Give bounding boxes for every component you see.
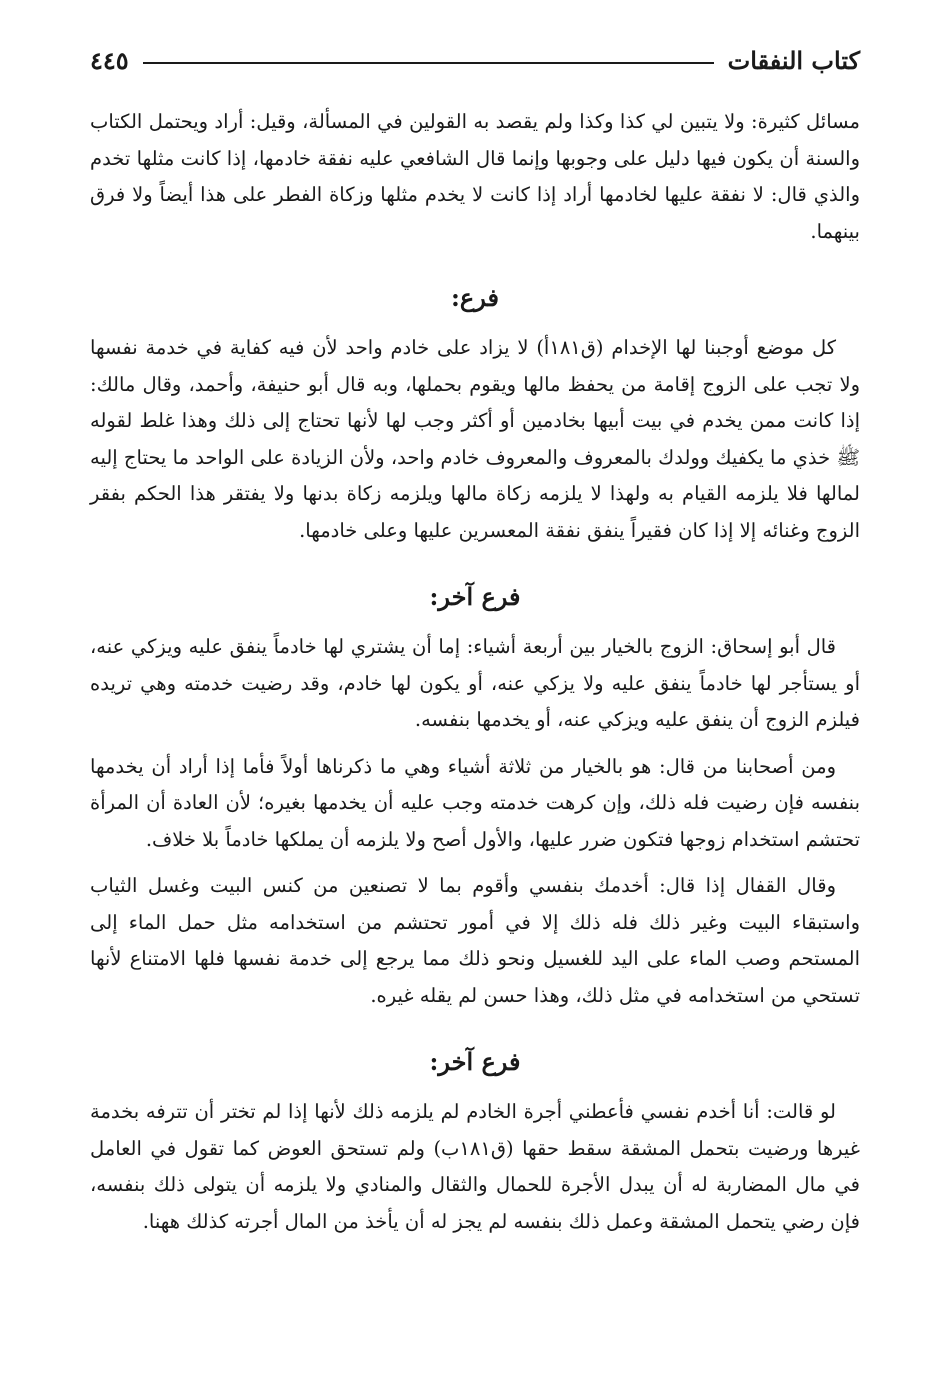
paragraph: ومن أصحابنا من قال: هو بالخيار من ثلاثة أشياء وهي ما ذكرناها أولاً فأما إذا أراد أن يخدمها بنفسه فإن رضيت فله ذلك، وإن كرهت خدمته وجب عليه أن يخدمها بغيره؛ لأن العادة أن المرأة تحتشم استخدام زوجها فتكون ضرر عليها، والأول أصح ولا يلزمه أن يملكها خادماً بلا خلاف. bbox=[90, 754, 860, 851]
section-heading: فرع آخر: bbox=[429, 582, 521, 611]
paragraph: كل موضع أوجبنا لها الإخدام (ق١٨١أ) لا يزاد على خادم واحد لأن فيه كفاية في خدمة نفسها ولا تجب على الزوج إقامة من يحفظ مالها ويقوم بحملها، وبه قال أبو حنيفة، وأحمد، وقال مالك: إذا كانت ممن يخدم في بيت أبيها بخادمين أو أكثر وجب لها لأنها تحتاج إلى ذلك وهذا غلط لقوله ﷺ خذي ما يكفيك وولدك بالمعروف والمعروف خادم واحد، ولأن الزيادة على الواحد ما يحتاج إليه لمالها فلا يلزمه القيام به ولهذا لا يلزمه زكاة مالها ويلزمه زكاة بدنها ولا يفتقر هذا الحكم بفقر الزوج وغنائه إلا إذا كان فقيراً ينفق نفقة المعسرين عليها وعلى خادمها. bbox=[90, 336, 860, 542]
page-number: ٤٤٥ bbox=[90, 45, 129, 75]
section-heading: فرع: bbox=[451, 283, 499, 312]
header-rule bbox=[143, 62, 714, 64]
page-header bbox=[90, 40, 860, 80]
paragraph: وقال القفال إذا قال: أخدمك بنفسي وأقوم بما لا تصنعين من كنس البيت وغسل الثياب واستبقاء البيت وغير ذلك فله ذلك إلا في أمور تحتشم من استخدامه مثل حمل الماء إلى المستحم وصب الماء على اليد للغسيل ونحو ذلك مما يرجع إلى خدمة نفسها فلها الامتناع لأنها تستحي من استخدامه في مثل ذلك، وهذا حسن لم يقله غيره. bbox=[90, 874, 860, 1007]
paragraph: قال أبو إسحاق: الزوج بالخيار بين أربعة أشياء: إما أن يشتري لها خادماً ينفق عليه ويزكي عنه، أو يستأجر لها خادماً ينفق عليه ولا يزكي عنه، أو يكون لها خادم، وقد رضيت خدمته وهي تريده فيلزم الزوج أن ينفق عليه ويزكي عنه، أو يخدمها بنفسه. bbox=[90, 635, 860, 731]
paragraph: لو قالت: أنا أخدم نفسي فأعطني أجرة الخادم لم يلزمه ذلك لأنها إذا لم تختر أن تترفه بخدمة غيرها ورضيت بتحمل المشقة سقط حقها (ق١٨١ب) ولم تستحق العوض كما تقول في العامل في مال المضاربة له أن يبدل الأجرة للحمال والثقال والمنادي ولا يلزمه أن يتولى ذلك بنفسه، فإن رضي يتحمل المشقة وعمل ذلك بنفسه لم يجز له أن يأخذ من المال أجرته كذلك ههنا. bbox=[90, 1100, 860, 1233]
paragraph: مسائل كثيرة: ولا يتبين لي كذا وكذا ولم يقصد به القولين في المسألة، وقيل: أراد ويحتمل الكتاب والسنة أن يكون فيها دليل على وجوبها وإنما قال الشافعي عليه نفقة خادمها، إذا كانت مثلها تخدم والذي قال: لا نفقة عليها لخادمها أراد إذا كانت لا يخدم مثلها وزكاة الفطر على هذا أيضاً ولا فرق بينهما. bbox=[90, 110, 860, 243]
running-title: كتاب النفقات bbox=[727, 45, 860, 75]
section-heading: فرع آخر: bbox=[429, 1047, 521, 1076]
